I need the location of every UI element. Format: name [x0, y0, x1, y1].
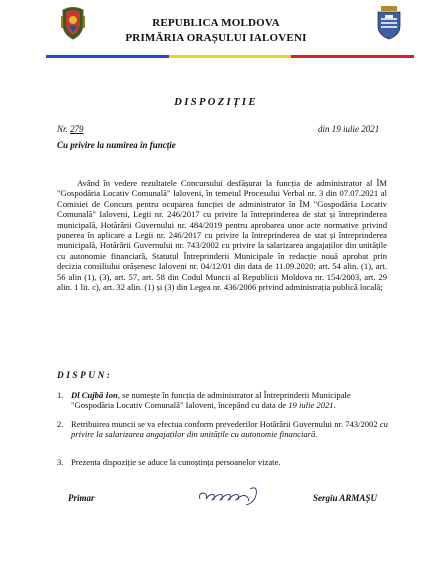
tricolor-yellow — [169, 55, 292, 58]
document-date: din 19 iulie 2021 — [318, 124, 380, 134]
signatory-role: Primar — [68, 493, 95, 503]
preamble-paragraph: Având în vedere rezultatele Concursului desfășurat la funcția de administrator al ÎM "Gospodăria Locativ Comunală" Ialoveni, în temeiul Procesului Verbal nr. 3 din 07.07.2021 al Comisiei de Concurs pentru ocuparea funcției de administrator în ÎM "Gospodăria Locativ Comunală" Ialoveni, Legii nr. 246/2017 cu privire la întreprinderea de stat și întreprinderea municipală, Hotărârii Guvernului nr. 484/2019 pentru aprobarea unor acte normative privind punerea în aplicare a Legii nr. 246/2017 cu privire la întreprinderea de stat și întreprinderea municipală, Hotărârii Guvernului nr. 743/2002 cu privire la salarizarea angajaților din unitățile cu autonomie financiară, Statutul Întreprinderii Municipale în redacție nouă aprobat prin decizia consiliului orășenesc Ialoveni nr. 04/12/01 din data de 11.09.2020; art. 54 alin. (1), art. 56 alin (1), (3), art. 57, art. 58 din Codul Muncii al Republicii Moldova nr. 154/2003, art. 29 alin. 1 lit. c), art. 32 alin. (1) și (3) din Legea nr. 436/2006 privind administrația publică locală; — [57, 178, 387, 293]
signatory-name: Sergiu ARMAȘU — [313, 493, 377, 503]
institution-name: PRIMĂRIA ORAȘULUI IALOVENI — [125, 32, 307, 44]
decree-item-number: 1. — [57, 390, 64, 400]
tricolor-divider — [46, 55, 414, 58]
decree-item-italic: cu privire la salarizarea angajaților din unitățile cu autonomie financiară — [71, 419, 388, 440]
decree-item-text-a: , se numește în funcția de administrator al Întreprinderii Municipale "Gospodăria Locativ Comunală" Ialoveni, începând cu data de — [71, 390, 351, 411]
document-number-value: 279 — [70, 124, 84, 134]
decree-item-text — [71, 419, 391, 440]
decree-item-text — [71, 390, 391, 411]
decree-item-text-b: . — [333, 400, 336, 411]
tricolor-blue — [46, 55, 169, 58]
decree-item-text — [71, 457, 391, 467]
start-date: 19 iulie 2021 — [288, 400, 334, 411]
document-number-label: Nr. — [57, 124, 68, 134]
decree-item-text-a: Prezenta dispoziție se aduce la cunoștința persoanelor vizate. — [71, 457, 281, 467]
tricolor-red — [291, 55, 414, 58]
document-title: DISPOZIȚIE — [174, 97, 258, 108]
appointee-name: Dl Cujbă Ion — [71, 390, 118, 400]
decree-heading: DISPUN: — [57, 370, 113, 380]
handwritten-signature-icon — [192, 481, 272, 509]
document-subject: Cu privire la numirea în funcție — [57, 140, 176, 150]
decree-item-text-a: Retribuirea muncii se va efectua conform prevederilor Hotărârii Guvernului nr. 743/2002 — [71, 419, 380, 429]
country-name: REPUBLICA MOLDOVA — [152, 17, 280, 29]
document-number — [57, 124, 84, 134]
decree-item-number: 3. — [57, 457, 64, 467]
decree-item-number: 2. — [57, 419, 64, 429]
decree-item-text-b: . — [315, 429, 318, 440]
